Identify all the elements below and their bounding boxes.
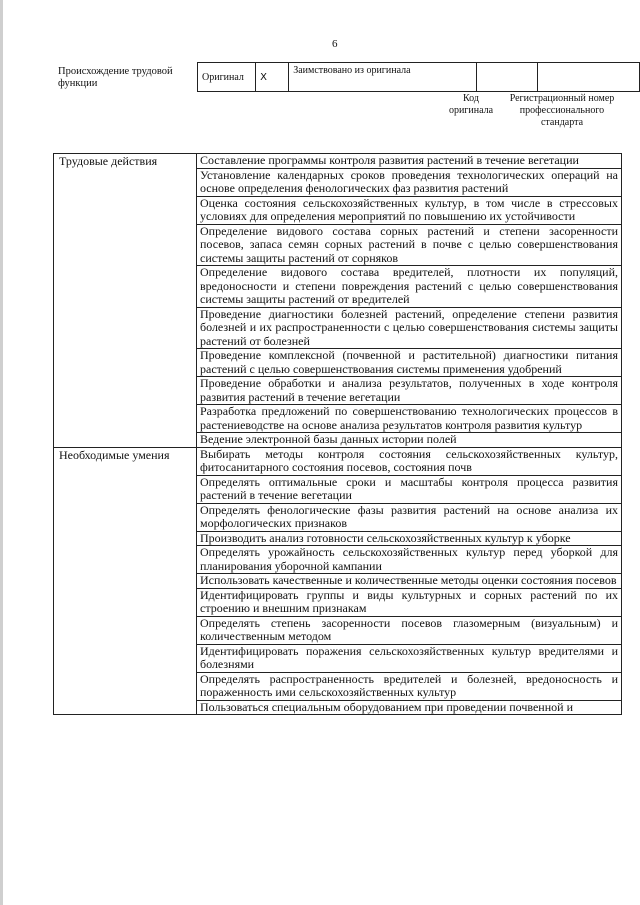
item-cell: Определять степень засоренности посевов глазомерным (визуальным) и количественным методом (197, 616, 622, 644)
page-number: 6 (332, 38, 338, 50)
scan-edge (0, 0, 3, 905)
item-cell: Разработка предложений по совершенствованию технологических процессов в растениеводстве на основе анализа результатов контроля развития культур (197, 405, 622, 433)
origin-label: Происхождение трудовой функции (58, 66, 173, 89)
item-cell: Идентифицировать поражения сельскохозяйственных культур вредителями и болезнями (197, 644, 622, 672)
original-mark: X (256, 63, 289, 92)
registration-number-cell (537, 63, 639, 92)
item-cell: Проведение комплексной (почвенной и растительной) диагностики питания растений с целью совершенствования системы применения удобрений (197, 349, 622, 377)
item-cell: Составление программы контроля развития растений в течение вегетации (197, 154, 622, 169)
item-cell: Определять урожайность сельскохозяйственных культур перед уборкой для планирования уборочной кампании (197, 546, 622, 574)
labor-function-table (53, 153, 622, 715)
registration-caption: Регистрационный номер профессионального стандарта (509, 93, 615, 128)
item-cell: Определять фенологические фазы развития растений на основе анализа их морфологических признаков (197, 503, 622, 531)
item-cell: Определять распространенность вредителей и болезней, вредоносность и пораженность ими сельскохозяйственных культур (197, 672, 622, 700)
table-row (54, 447, 622, 475)
item-cell: Выбирать методы контроля состояния сельскохозяйственных культур, фитосанитарного состояния посевов, состояния почв (197, 447, 622, 475)
item-cell: Использовать качественные и количественные методы оценки состояния посевов (197, 574, 622, 589)
item-cell: Пользоваться специальным оборудованием при проведении почвенной и (197, 700, 622, 715)
item-cell: Оценка состояния сельскохозяйственных культур, в том числе в стрессовых условиях для определения мероприятий по повышению их устойчивости (197, 196, 622, 224)
original-code-cell (476, 63, 537, 92)
origin-table (197, 62, 640, 92)
item-cell: Ведение электронной базы данных истории полей (197, 433, 622, 448)
section-label: Трудовые действия (54, 154, 197, 448)
item-cell: Установление календарных сроков проведения технологических операций на основе определения фенологических фаз развития растений (197, 168, 622, 196)
item-cell: Определение видового состава сорных растений и степени засоренности посевов, запаса семян сорных растений в почве с целью совершенствования системы защиты растений от сорняков (197, 224, 622, 266)
section-label: Необходимые умения (54, 447, 197, 715)
table-row (54, 154, 622, 169)
borrowed-cell: Заимствовано из оригинала (289, 63, 476, 92)
item-cell: Идентифицировать группы и виды культурных и сорных растений по их строению и внешним признакам (197, 588, 622, 616)
item-cell: Проведение обработки и анализа результатов, полученных в ходе контроля развития растений в течение вегетации (197, 377, 622, 405)
item-cell: Проведение диагностики болезней растений, определение степени развития болезней и их распространенности с целью совершенствования системы защиты растений от болезней (197, 307, 622, 349)
original-cell: Оригинал (198, 63, 256, 92)
item-cell: Определять оптимальные сроки и масштабы контроля процесса развития растений в течение вегетации (197, 475, 622, 503)
code-caption: Код оригинала (448, 93, 494, 116)
item-cell: Производить анализ готовности сельскохозяйственных культур к уборке (197, 531, 622, 546)
item-cell: Определение видового состава вредителей, плотности их популяций, вредоносности и степени повреждения растений с целью совершенствования системы защиты растений от вредителей (197, 266, 622, 308)
